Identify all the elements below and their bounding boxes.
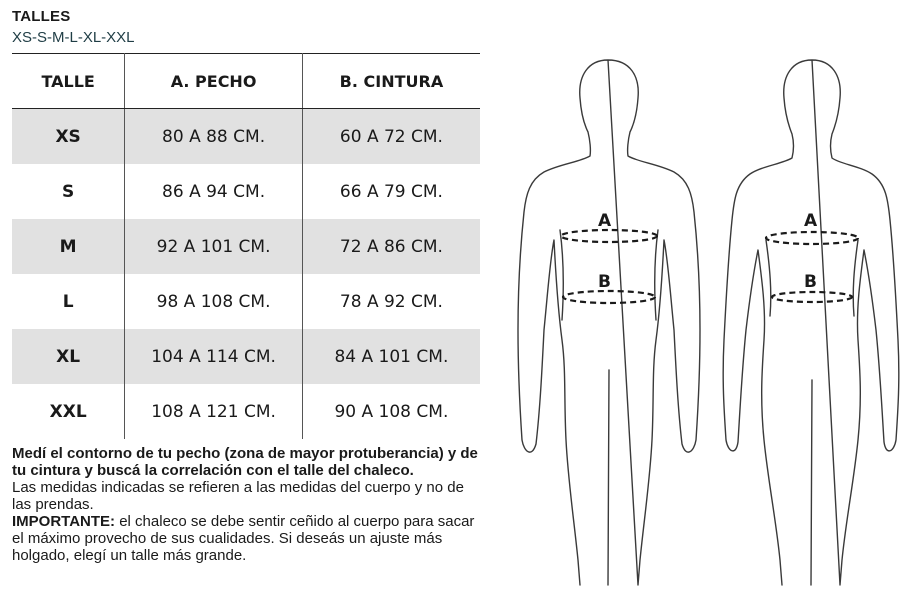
important-text: el chaleco se debe sentir ceñido al cuerpo para sacar el máximo provecho de sus cualidades. Si deseás un ajuste más holgado, elegí un talle más grande. <box>12 513 475 564</box>
measurement-notes <box>12 445 484 564</box>
size-cell: L <box>62 291 74 312</box>
waist-cell: 66 A 79 CM. <box>302 164 480 219</box>
male-label-a: A <box>598 211 612 231</box>
chest-cell: 98 A 108 CM. <box>125 274 303 329</box>
male-figure <box>518 60 700 585</box>
chest-cell: 92 A 101 CM. <box>125 219 303 274</box>
waist-cell: 90 A 108 CM. <box>302 384 480 439</box>
waist-cell: 84 A 101 CM. <box>302 329 480 384</box>
table-row <box>12 274 480 329</box>
female-figure <box>723 60 899 585</box>
waist-cell: 72 A 86 CM. <box>302 219 480 274</box>
waist-cell: 60 A 72 CM. <box>302 109 480 165</box>
size-cell: S <box>62 181 75 202</box>
female-label-a: A <box>804 211 818 231</box>
page-title: TALLES <box>12 8 71 25</box>
size-table <box>12 53 480 439</box>
body-measurement-illustration <box>500 40 914 600</box>
size-cell: XXL <box>49 401 87 422</box>
size-cell: XS <box>12 109 125 165</box>
instructions-plain: Las medidas indicadas se refieren a las medidas del cuerpo y no de las prendas. <box>12 479 464 513</box>
waist-cell: 78 A 92 CM. <box>302 274 480 329</box>
female-label-b: B <box>804 272 817 292</box>
male-label-b: B <box>598 272 611 292</box>
table-row <box>12 384 480 439</box>
size-cell: XL <box>12 329 125 384</box>
chest-cell: 108 A 121 CM. <box>125 384 303 439</box>
header-cintura: B. CINTURA <box>302 54 480 109</box>
chest-cell: 104 A 114 CM. <box>125 329 303 384</box>
size-cell: M <box>12 219 125 274</box>
size-list: XS-S-M-L-XL-XXL <box>12 29 135 46</box>
important-label: IMPORTANTE: <box>12 513 116 530</box>
header-talle: TALLE <box>12 54 125 109</box>
header-pecho: A. PECHO <box>125 54 303 109</box>
table-header-row <box>12 54 480 109</box>
table-row <box>12 109 480 165</box>
size-guide-panel <box>12 8 484 564</box>
chest-cell: 86 A 94 CM. <box>125 164 303 219</box>
instructions-bold: Medí el contorno de tu pecho (zona de mayor protuberancia) y de tu cintura y buscá la correlación con el talle del chaleco. <box>12 445 478 479</box>
table-row <box>12 219 480 274</box>
table-row <box>12 329 480 384</box>
chest-cell: 80 A 88 CM. <box>125 109 303 165</box>
table-row <box>12 164 480 219</box>
